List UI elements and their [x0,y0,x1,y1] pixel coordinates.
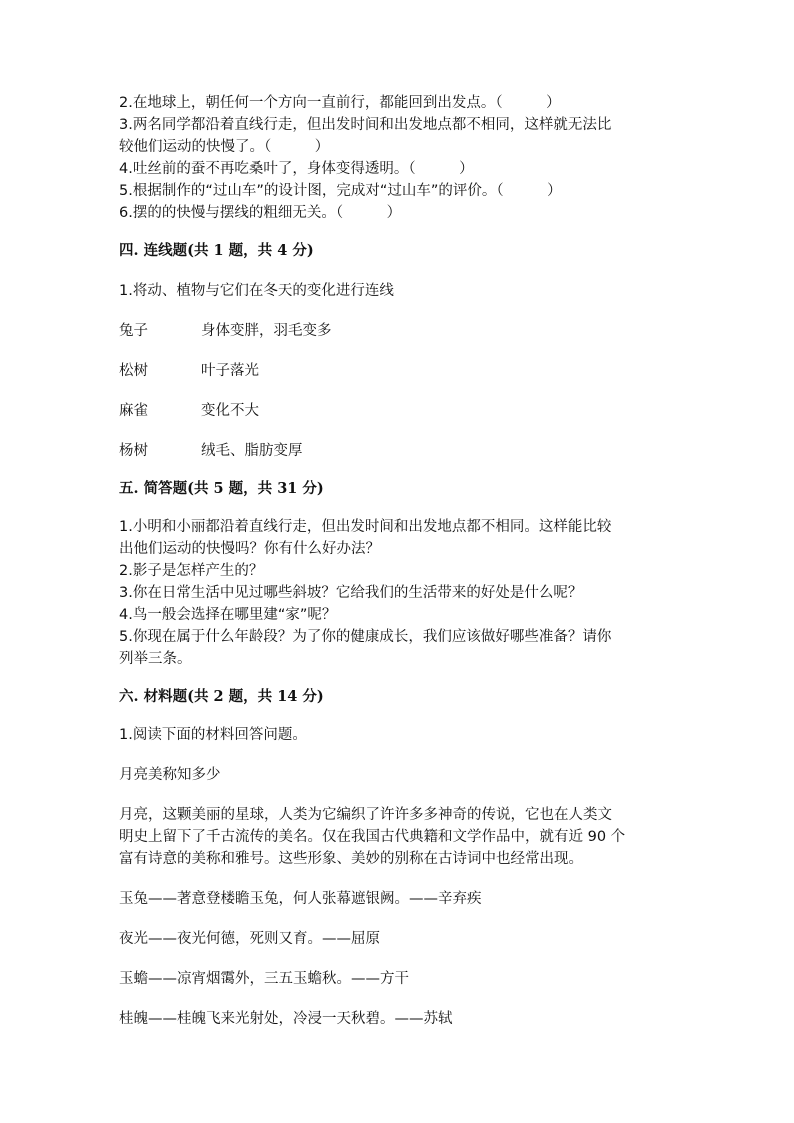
matching-pairs [119,320,679,462]
matching-change: 变化不大 [201,403,259,419]
poem-quote: 玉蟾——凉宵烟霭外，三五玉蟾秋。——方干 [119,971,409,987]
short-answer-questions [119,516,679,670]
section-4-heading: 四. 连线题(共 1 题，共 4 分) [119,242,314,259]
poem-quote: 夜光——夜光何德，死则又育。——屈原 [119,931,380,947]
matching-row [119,440,679,462]
judgement-line: 2.在地球上，朝任何一个方向一直前行，都能回到出发点。（ ） [119,95,561,111]
paragraph-line: 明史上留下了千古流传的美名。仅在我国古代典籍和文学作品中，就有近 90 个 [119,829,626,845]
judgement-line: 较他们运动的快慢了。（ ） [119,139,330,155]
exam-page [119,92,679,1030]
judgement-line: 3.两名同学都沿着直线行走，但出发时间和出发地点都不相同，这样就无法比 [119,117,612,133]
paragraph-line: 月亮，这颗美丽的星球，人类为它编织了许许多多神奇的传说，它也在人类文 [119,807,612,823]
section-5-heading: 五. 简答题(共 5 题，共 31 分) [119,480,324,497]
matching-change: 身体变胖，羽毛变多 [201,323,332,339]
matching-change: 叶子落光 [201,363,259,379]
material-question: 1.阅读下面的材料回答问题。 [119,727,307,743]
section-6-heading: 六. 材料题(共 2 题，共 14 分) [119,688,324,705]
paragraph-line: 富有诗意的美称和雅号。这些形象、美妙的别称在古诗词中也经常出现。 [119,851,583,867]
matching-animal: 松树 [119,363,148,379]
judgement-questions [119,92,679,224]
short-answer-line: 2.影子是怎样产生的？ [119,563,264,579]
poem-quote: 桂魄——桂魄飞来光射处，冷浸一天秋碧。——苏轼 [119,1011,453,1027]
poem-quote: 玉兔——著意登楼瞻玉兔，何人张幕遮银阙。——辛弃疾 [119,891,482,907]
matching-row [119,320,679,342]
judgement-line: 4.吐丝前的蚕不再吃桑叶了，身体变得透明。（ ） [119,161,474,177]
short-answer-line: 列举三条。 [119,651,192,667]
short-answer-line: 1.小明和小丽都沿着直线行走，但出发时间和出发地点都不相同。这样能比较 [119,519,612,535]
short-answer-line: 5.你现在属于什么年龄段？为了你的健康成长，我们应该做好哪些准备？请你 [119,629,612,645]
matching-animal: 麻雀 [119,403,148,419]
matching-question: 1.将动、植物与它们在冬天的变化进行连线 [119,283,394,299]
short-answer-line: 4.鸟一般会选择在哪里建“家”呢？ [119,607,337,623]
matching-change: 绒毛、脂肪变厚 [201,443,303,459]
short-answer-line: 出他们运动的快慢吗？你有什么好办法？ [119,541,380,557]
matching-row [119,400,679,422]
material-title: 月亮美称知多少 [119,767,221,783]
short-answer-line: 3.你在日常生活中见过哪些斜坡？它给我们的生活带来的好处是什么呢？ [119,585,583,601]
material-paragraph [119,804,679,870]
judgement-line: 6.摆的的快慢与摆线的粗细无关。（ ） [119,205,402,221]
matching-animal: 杨树 [119,443,148,459]
judgement-line: 5.根据制作的“过山车”的设计图，完成对“过山车”的评价。（ ） [119,183,562,199]
matching-row [119,360,679,382]
matching-animal: 兔子 [119,323,148,339]
